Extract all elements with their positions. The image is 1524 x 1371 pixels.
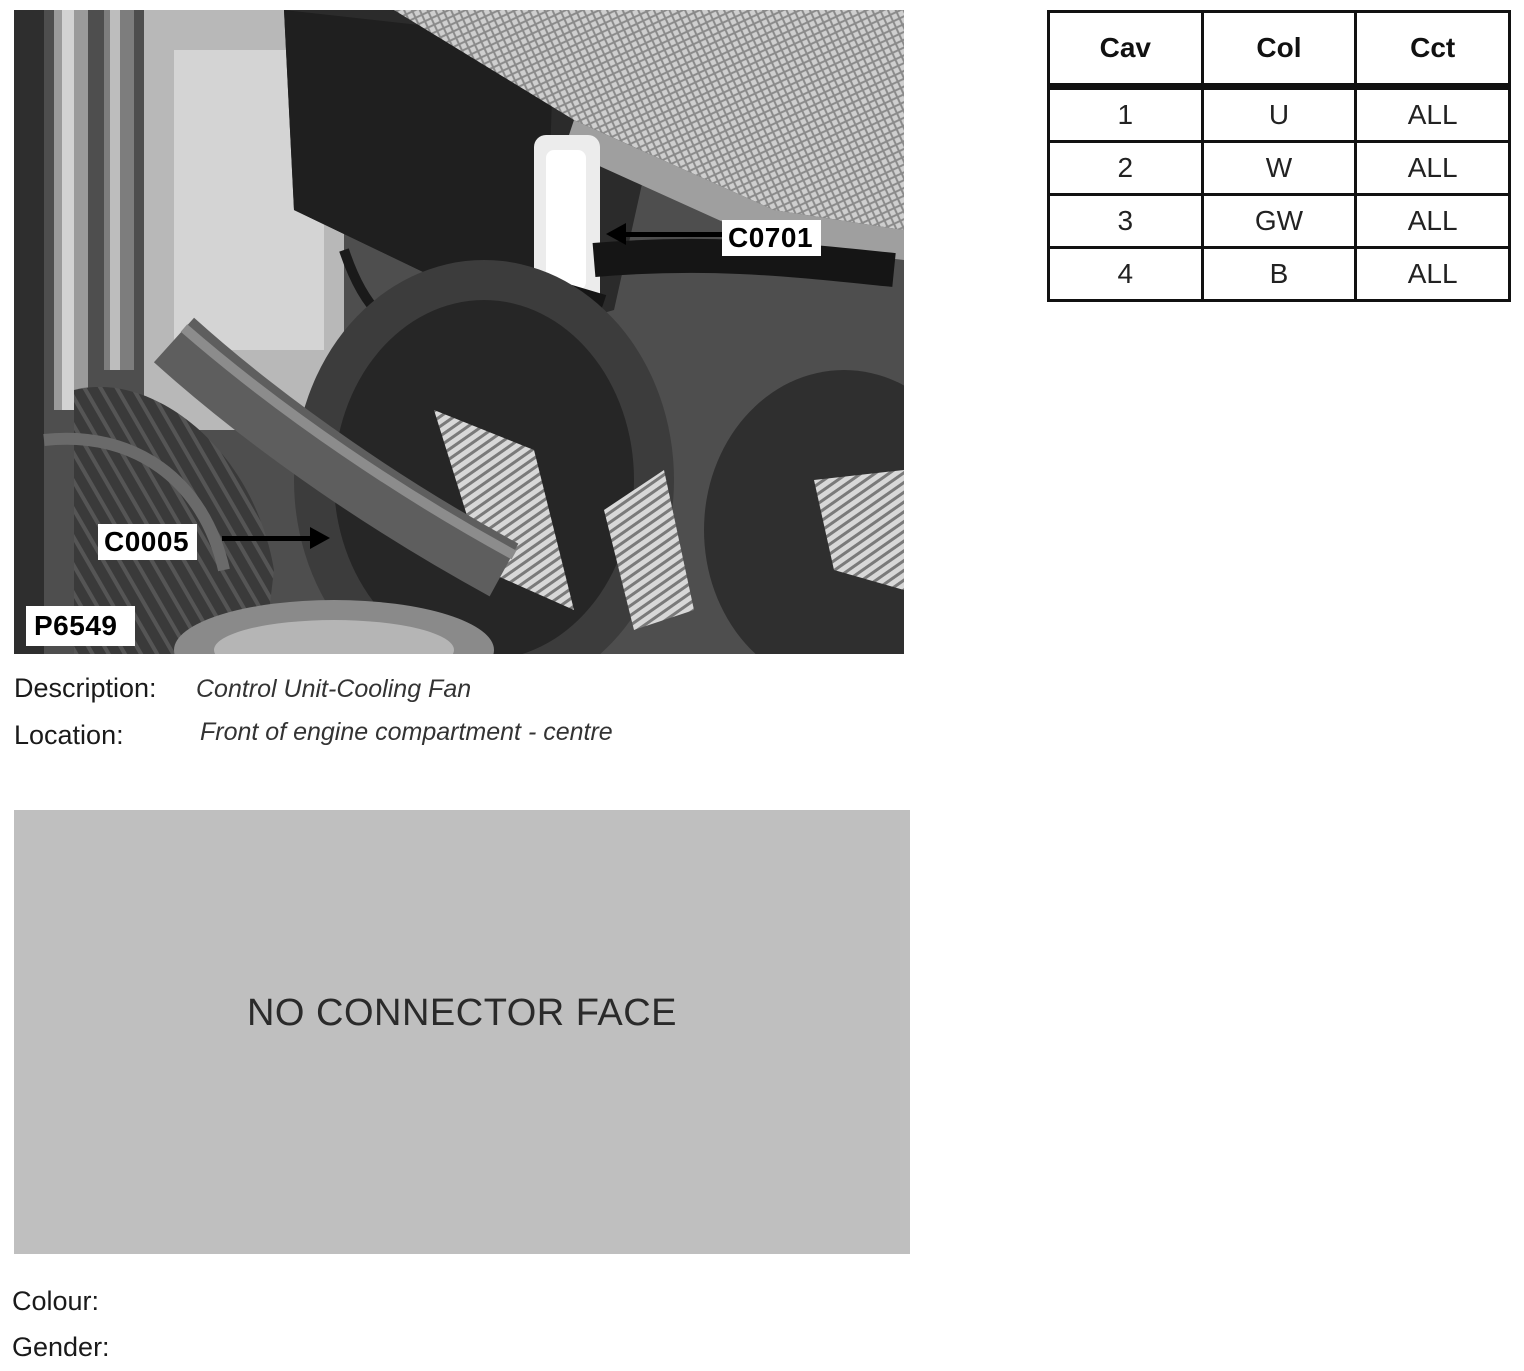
photo-reference-id: P6549 <box>26 606 135 646</box>
cell-cav: 3 <box>1049 195 1203 248</box>
connector-face-panel <box>14 810 910 1254</box>
cell-col: U <box>1202 87 1356 142</box>
table-row <box>1049 142 1510 195</box>
cell-col: B <box>1202 248 1356 301</box>
pin-table <box>1047 10 1511 302</box>
cell-cct: ALL <box>1356 195 1510 248</box>
cell-cct: ALL <box>1356 248 1510 301</box>
description-label: Description: <box>14 673 157 703</box>
connector-location-photo <box>14 10 904 654</box>
callout-c0005: C0005 <box>98 524 197 560</box>
location-label: Location: <box>14 720 124 750</box>
callout-c0701: C0701 <box>722 220 821 256</box>
colour-label: Colour: <box>12 1286 100 1316</box>
cell-col: GW <box>1202 195 1356 248</box>
cell-col: W <box>1202 142 1356 195</box>
pointer-arrow-c0005 <box>222 536 312 541</box>
description-value: Control Unit-Cooling Fan <box>196 675 472 703</box>
cell-cav: 2 <box>1049 142 1203 195</box>
column-header-cav: Cav <box>1049 12 1203 87</box>
cell-cav: 4 <box>1049 248 1203 301</box>
column-header-cct: Cct <box>1356 12 1510 87</box>
table-header-row <box>1049 12 1510 87</box>
column-header-col: Col <box>1202 12 1356 87</box>
cell-cct: ALL <box>1356 87 1510 142</box>
gender-label: Gender: <box>12 1332 110 1362</box>
pointer-arrow-c0701 <box>624 232 724 237</box>
table-row <box>1049 248 1510 301</box>
connector-face-text: NO CONNECTOR FACE <box>246 992 678 1034</box>
table-row <box>1049 87 1510 142</box>
cell-cct: ALL <box>1356 142 1510 195</box>
cell-cav: 1 <box>1049 87 1203 142</box>
table-row <box>1049 195 1510 248</box>
location-value: Front of engine compartment - centre <box>200 718 613 746</box>
